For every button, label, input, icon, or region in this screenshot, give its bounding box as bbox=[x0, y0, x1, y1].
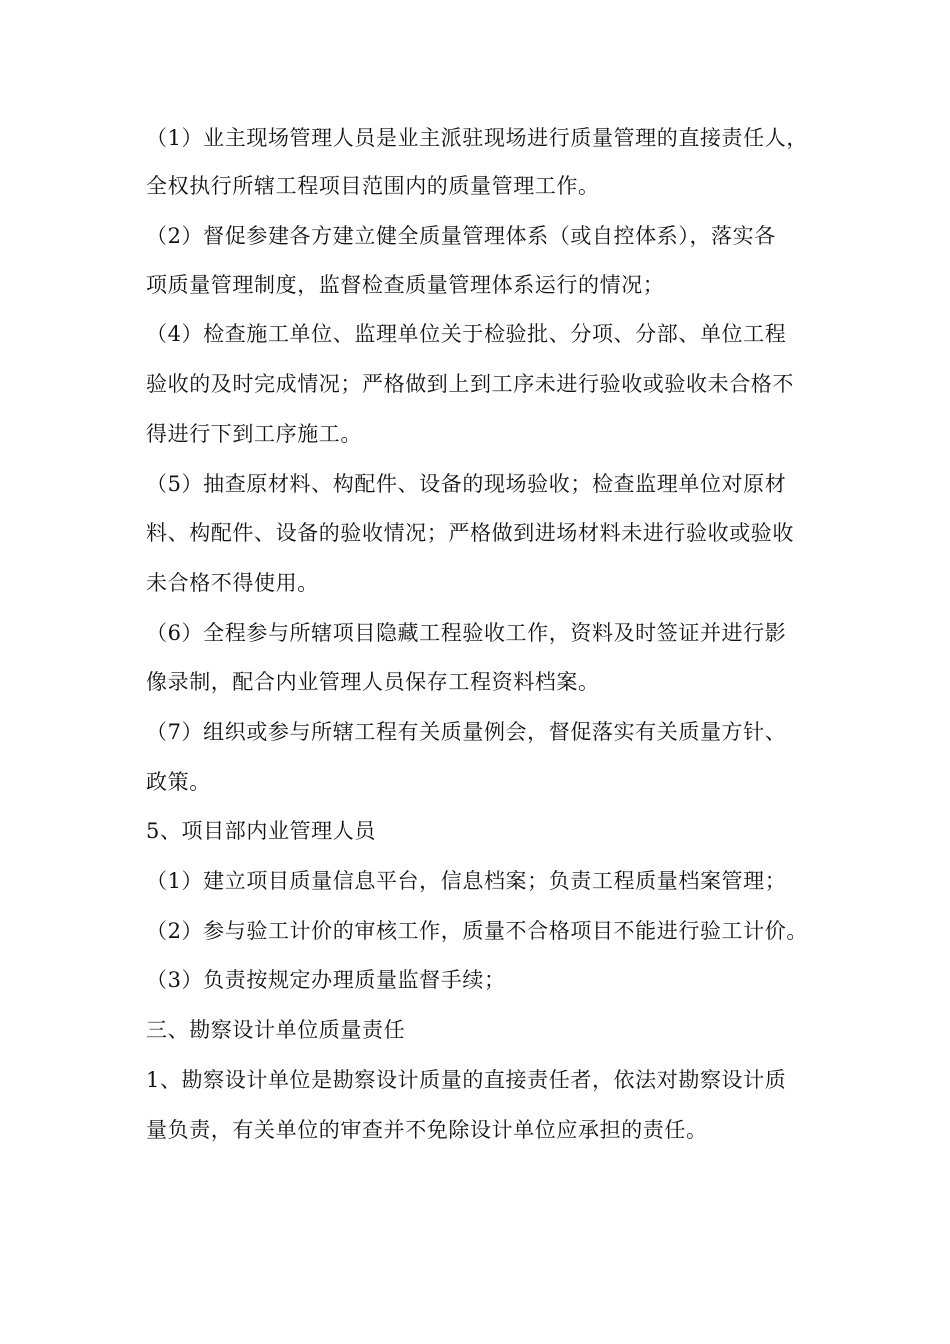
text-line: 像录制，配合内业管理人员保存工程资料档案。 bbox=[146, 670, 600, 694]
text-line: 量负责，有关单位的审查并不免除设计单位应承担的责任。 bbox=[146, 1118, 708, 1142]
text-line: 全权执行所辖工程项目范围内的质量管理工作。 bbox=[146, 174, 600, 198]
text-line: （3）负责按规定办理质量监督手续； bbox=[146, 968, 506, 992]
text-line: 1、勘察设计单位是勘察设计质量的直接责任者，依法对勘察设计质 bbox=[146, 1068, 787, 1092]
text-line: （4）检查施工单位、监理单位关于检验批、分项、分部、单位工程 bbox=[146, 322, 787, 346]
text-line: 验收的及时完成情况；严格做到上到工序未进行验收或验收未合格不 bbox=[146, 372, 794, 396]
text-line: 未合格不得使用。 bbox=[146, 571, 319, 595]
text-line: （6）全程参与所辖项目隐藏工程验收工作，资料及时签证并进行影 bbox=[146, 621, 787, 645]
text-line: （1）建立项目质量信息平台，信息档案；负责工程质量档案管理； bbox=[146, 869, 787, 893]
text-line: 政策。 bbox=[146, 770, 211, 794]
text-line: （5）抽查原材料、构配件、设备的现场验收；检查监理单位对原材 bbox=[146, 472, 787, 496]
text-line: 得进行下到工序施工。 bbox=[146, 422, 362, 446]
text-line: （2）督促参建各方建立健全质量管理体系（或自控体系），落实各 bbox=[146, 224, 776, 248]
section-heading: 5、项目部内业管理人员 bbox=[146, 819, 376, 843]
section-heading: 三、勘察设计单位质量责任 bbox=[146, 1018, 406, 1042]
text-line: （7）组织或参与所辖工程有关质量例会，督促落实有关质量方针、 bbox=[146, 720, 787, 744]
text-line: 料、构配件、设备的验收情况；严格做到进场材料未进行验收或验收 bbox=[146, 521, 794, 545]
text-line: 项质量管理制度，监督检查质量管理体系运行的情况； bbox=[146, 273, 665, 297]
text-line: （2）参与验工计价的审核工作，质量不合格项目不能进行验工计价。 bbox=[146, 919, 808, 943]
text-line: （1）业主现场管理人员是业主派驻现场进行质量管理的直接责任人， bbox=[146, 126, 808, 150]
